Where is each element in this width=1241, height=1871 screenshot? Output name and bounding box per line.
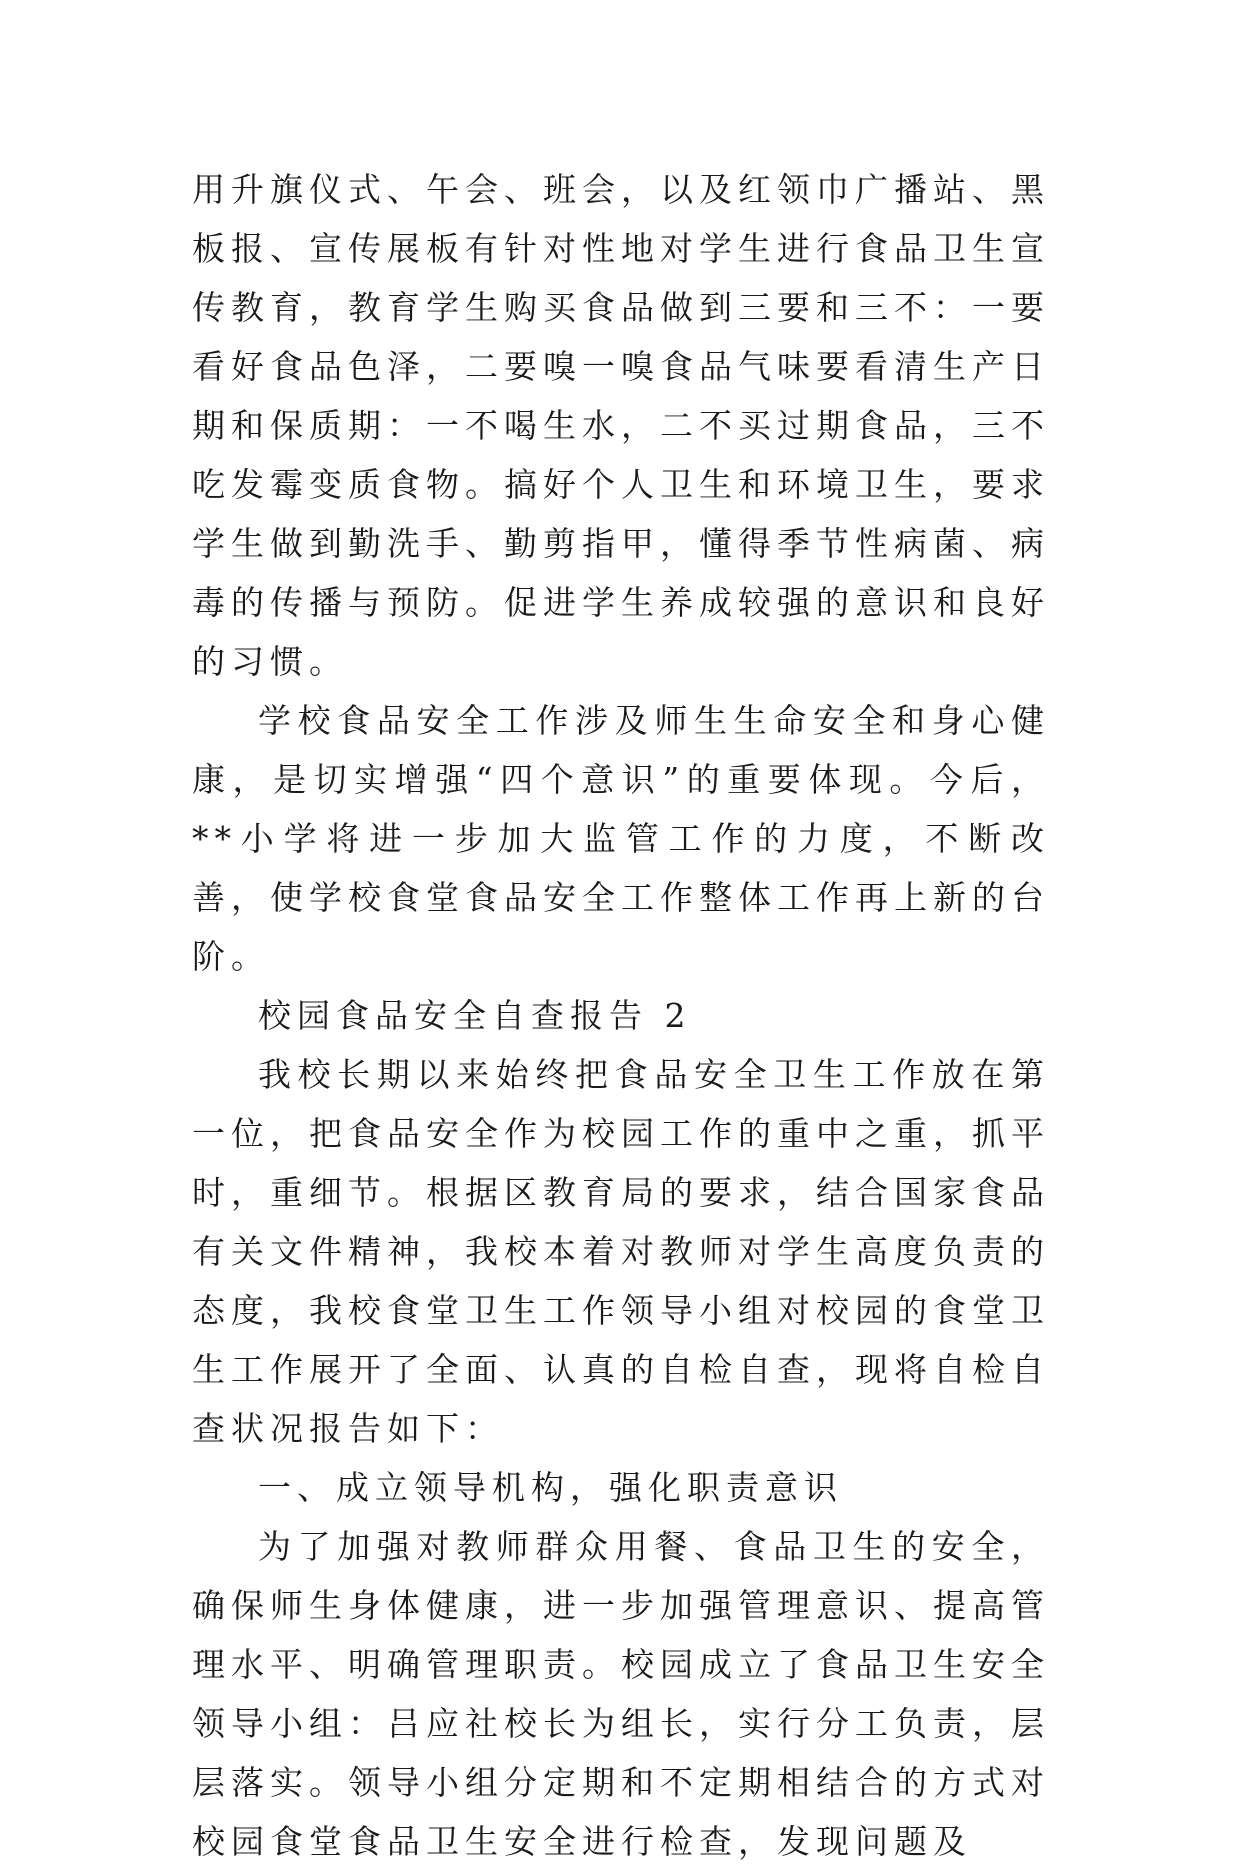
paragraph-1: 用升旗仪式、午会、班会，以及红领巾广播站、黑板报、宣传展板有针对性地对学生进行食品卫生宣传教育，教育学生购买食品做到三要和三不：一要看好食品色泽，二要嗅一嗅食品气味要看清生产日期和保质期：一不喝生水，二不买过期食品，三不吃发霉变质食物。搞好个人卫生和环境卫生，要求学生做到勤洗手、勤剪指甲，懂得季节性病菌、病毒的传播与预防。促进学生养成较强的意识和良好的习惯。	[192, 170, 1050, 681]
section-heading-1: 一、成立领导机构，强化职责意识	[258, 1468, 843, 1507]
section-title: 校园食品安全自查报告 2	[258, 996, 692, 1035]
paragraph-4: 为了加强对教师群众用餐、食品卫生的安全，确保师生身体健康，进一步加强管理意识、提高管理水平、明确管理职责。校园成立了食品卫生安全领导小组：吕应社校长为组长，实行分工负责，层层落实。领导小组分定期和不定期相结合的方式对校园食堂食品卫生安全进行检查，发现问题及	[192, 1527, 1050, 1861]
document-body	[192, 160, 1050, 1871]
paragraph-2: 学校食品安全工作涉及师生生命安全和身心健康，是切实增强“四个意识”的重要体现。今后，**小学将进一步加大监管工作的力度，不断改善，使学校食堂食品安全工作整体工作再上新的台阶。	[192, 701, 1050, 976]
paragraph-3: 我校长期以来始终把食品安全卫生工作放在第一位，把食品安全作为校园工作的重中之重，抓平时，重细节。根据区教育局的要求，结合国家食品有关文件精神，我校本着对教师对学生高度负责的态度，我校食堂卫生工作领导小组对校园的食堂卫生工作展开了全面、认真的自检自查，现将自检自查状况报告如下：	[192, 1055, 1050, 1448]
